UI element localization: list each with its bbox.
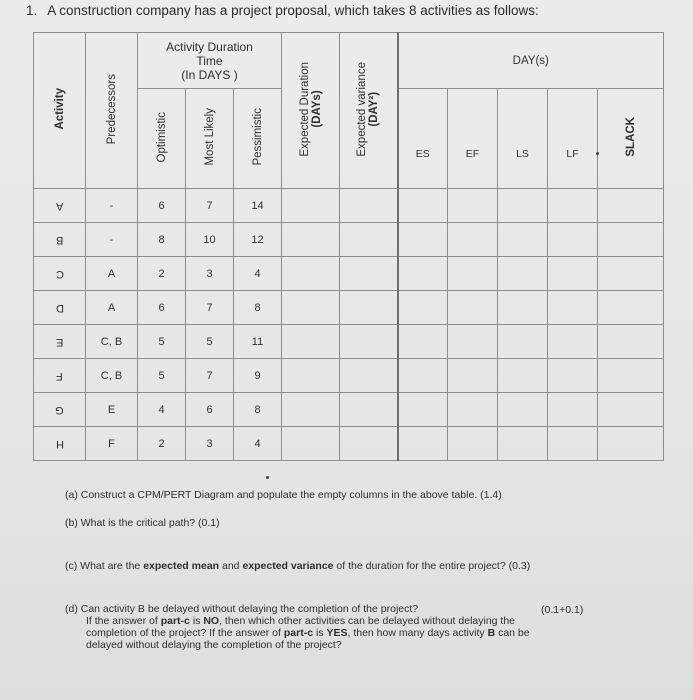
pessimistic-cell: 4 bbox=[234, 257, 282, 291]
pessimistic-cell: 12 bbox=[234, 223, 282, 257]
expected-duration-cell[interactable] bbox=[282, 257, 340, 291]
activity-cell: B bbox=[34, 223, 86, 257]
ef-cell[interactable] bbox=[448, 291, 498, 325]
part-c: (c) What are the expected mean and expected variance of the duration for the entire project? (0.3) bbox=[65, 560, 531, 572]
part-d-line2: If the answer of part-c is NO, then which other activities can be delayed without delaying the bbox=[86, 615, 516, 627]
ef-cell[interactable] bbox=[448, 189, 498, 223]
table-row bbox=[34, 257, 664, 291]
expected-duration-cell[interactable] bbox=[282, 189, 340, 223]
es-cell[interactable] bbox=[398, 189, 448, 223]
predecessors-cell: E bbox=[86, 393, 138, 427]
header-pessimistic: Pessimistic bbox=[234, 89, 282, 189]
expected-variance-cell[interactable] bbox=[340, 359, 398, 393]
ls-cell[interactable] bbox=[498, 325, 548, 359]
slack-cell[interactable] bbox=[598, 359, 664, 393]
predecessors-cell: C, B bbox=[86, 325, 138, 359]
expected-variance-cell[interactable] bbox=[340, 257, 398, 291]
lf-cell[interactable] bbox=[548, 291, 598, 325]
optimistic-cell: 8 bbox=[138, 223, 186, 257]
ls-cell[interactable] bbox=[498, 427, 548, 461]
es-cell[interactable] bbox=[398, 257, 448, 291]
most-likely-cell: 7 bbox=[186, 189, 234, 223]
es-cell[interactable] bbox=[398, 427, 448, 461]
lf-cell[interactable] bbox=[548, 223, 598, 257]
expected-variance-cell[interactable] bbox=[340, 223, 398, 257]
most-likely-cell: 10 bbox=[186, 223, 234, 257]
table-row bbox=[34, 223, 664, 257]
activity-cell: C bbox=[34, 257, 86, 291]
activity-cell: E bbox=[34, 325, 86, 359]
expected-duration-cell[interactable] bbox=[282, 359, 340, 393]
ef-cell[interactable] bbox=[448, 257, 498, 291]
es-cell[interactable] bbox=[398, 359, 448, 393]
activity-cell: A bbox=[34, 189, 86, 223]
part-d-line3: completion of the project? If the answer of part-c is YES, then how many days activity B can be bbox=[86, 627, 530, 639]
lf-cell[interactable] bbox=[548, 427, 598, 461]
ef-cell[interactable] bbox=[448, 325, 498, 359]
lf-cell[interactable] bbox=[548, 359, 598, 393]
part-d-line4: delayed without delaying the completion of the project? bbox=[86, 639, 342, 651]
pessimistic-cell: 14 bbox=[234, 189, 282, 223]
optimistic-cell: 2 bbox=[138, 257, 186, 291]
most-likely-cell: 3 bbox=[186, 427, 234, 461]
expected-variance-cell[interactable] bbox=[340, 291, 398, 325]
ef-cell[interactable] bbox=[448, 359, 498, 393]
header-ef: EF bbox=[448, 89, 498, 189]
ef-cell[interactable] bbox=[448, 223, 498, 257]
slack-cell[interactable] bbox=[598, 257, 664, 291]
table-row bbox=[34, 291, 664, 325]
pen-mark bbox=[596, 152, 599, 155]
lf-cell[interactable] bbox=[548, 257, 598, 291]
most-likely-cell: 7 bbox=[186, 291, 234, 325]
activity-cell: G bbox=[34, 393, 86, 427]
optimistic-cell: 4 bbox=[138, 393, 186, 427]
question-title bbox=[26, 3, 539, 18]
slack-cell[interactable] bbox=[598, 223, 664, 257]
header-optimistic: Optimistic bbox=[138, 89, 186, 189]
es-cell[interactable] bbox=[398, 291, 448, 325]
header-most-likely: Most Likely bbox=[186, 89, 234, 189]
part-a: (a) Construct a CPM/PERT Diagram and populate the empty columns in the above table. (1.4) bbox=[65, 489, 502, 501]
header-expected-variance: Expected variance (DAY²) bbox=[340, 33, 398, 189]
expected-variance-cell[interactable] bbox=[340, 393, 398, 427]
predecessors-cell: - bbox=[86, 189, 138, 223]
table-row bbox=[34, 393, 664, 427]
ls-cell[interactable] bbox=[498, 223, 548, 257]
slack-cell[interactable] bbox=[598, 427, 664, 461]
header-days: DAY(s) bbox=[398, 33, 664, 89]
ls-cell[interactable] bbox=[498, 359, 548, 393]
question-number: 1. bbox=[26, 3, 38, 18]
table-row bbox=[34, 189, 664, 223]
table-row bbox=[34, 325, 664, 359]
es-cell[interactable] bbox=[398, 393, 448, 427]
optimistic-cell: 5 bbox=[138, 325, 186, 359]
optimistic-cell: 6 bbox=[138, 189, 186, 223]
most-likely-cell: 6 bbox=[186, 393, 234, 427]
expected-duration-cell[interactable] bbox=[282, 325, 340, 359]
slack-cell[interactable] bbox=[598, 393, 664, 427]
expected-duration-cell[interactable] bbox=[282, 427, 340, 461]
slack-cell[interactable] bbox=[598, 189, 664, 223]
header-activity: Activity bbox=[34, 33, 86, 189]
es-cell[interactable] bbox=[398, 223, 448, 257]
optimistic-cell: 5 bbox=[138, 359, 186, 393]
most-likely-cell: 5 bbox=[186, 325, 234, 359]
most-likely-cell: 7 bbox=[186, 359, 234, 393]
header-predecessors: Predecessors bbox=[86, 33, 138, 189]
expected-variance-cell[interactable] bbox=[340, 189, 398, 223]
expected-duration-cell[interactable] bbox=[282, 393, 340, 427]
predecessors-cell: C, B bbox=[86, 359, 138, 393]
header-activity-duration: Activity Duration Time (In DAYS ) bbox=[138, 33, 282, 89]
ef-cell[interactable] bbox=[448, 393, 498, 427]
ls-cell[interactable] bbox=[498, 291, 548, 325]
ef-cell[interactable] bbox=[448, 427, 498, 461]
header-lf: LF bbox=[548, 89, 598, 189]
pessimistic-cell: 8 bbox=[234, 393, 282, 427]
part-d-line1: (d) Can activity B be delayed without delaying the completion of the project? bbox=[65, 603, 419, 615]
activity-cell: D bbox=[34, 291, 86, 325]
part-d-marks: (0.1+0.1) bbox=[541, 604, 584, 616]
predecessors-cell: A bbox=[86, 291, 138, 325]
optimistic-cell: 6 bbox=[138, 291, 186, 325]
question-text: A construction company has a project proposal, which takes 8 activities as follows: bbox=[47, 3, 539, 18]
optimistic-cell: 2 bbox=[138, 427, 186, 461]
ls-cell[interactable] bbox=[498, 257, 548, 291]
part-b: (b) What is the critical path? (0.1) bbox=[65, 517, 220, 529]
header-ls: LS bbox=[498, 89, 548, 189]
pessimistic-cell: 4 bbox=[234, 427, 282, 461]
expected-duration-cell[interactable] bbox=[282, 223, 340, 257]
pen-mark bbox=[266, 476, 269, 479]
lf-cell[interactable] bbox=[548, 393, 598, 427]
lf-cell[interactable] bbox=[548, 189, 598, 223]
slack-cell[interactable] bbox=[598, 291, 664, 325]
predecessors-cell: F bbox=[86, 427, 138, 461]
activity-table bbox=[33, 32, 664, 461]
expected-variance-cell[interactable] bbox=[340, 427, 398, 461]
ls-cell[interactable] bbox=[498, 189, 548, 223]
table-row bbox=[34, 359, 664, 393]
es-cell[interactable] bbox=[398, 325, 448, 359]
lf-cell[interactable] bbox=[548, 325, 598, 359]
pessimistic-cell: 8 bbox=[234, 291, 282, 325]
header-slack: SLACK bbox=[598, 89, 664, 189]
predecessors-cell: A bbox=[86, 257, 138, 291]
most-likely-cell: 3 bbox=[186, 257, 234, 291]
header-expected-duration: Expected Duration (DAYs) bbox=[282, 33, 340, 189]
header-es: ES bbox=[398, 89, 448, 189]
pessimistic-cell: 9 bbox=[234, 359, 282, 393]
expected-variance-cell[interactable] bbox=[340, 325, 398, 359]
ls-cell[interactable] bbox=[498, 393, 548, 427]
predecessors-cell: - bbox=[86, 223, 138, 257]
pessimistic-cell: 11 bbox=[234, 325, 282, 359]
activity-cell: H bbox=[34, 427, 86, 461]
slack-cell[interactable] bbox=[598, 325, 664, 359]
table-row bbox=[34, 427, 664, 461]
expected-duration-cell[interactable] bbox=[282, 291, 340, 325]
activity-cell: F bbox=[34, 359, 86, 393]
